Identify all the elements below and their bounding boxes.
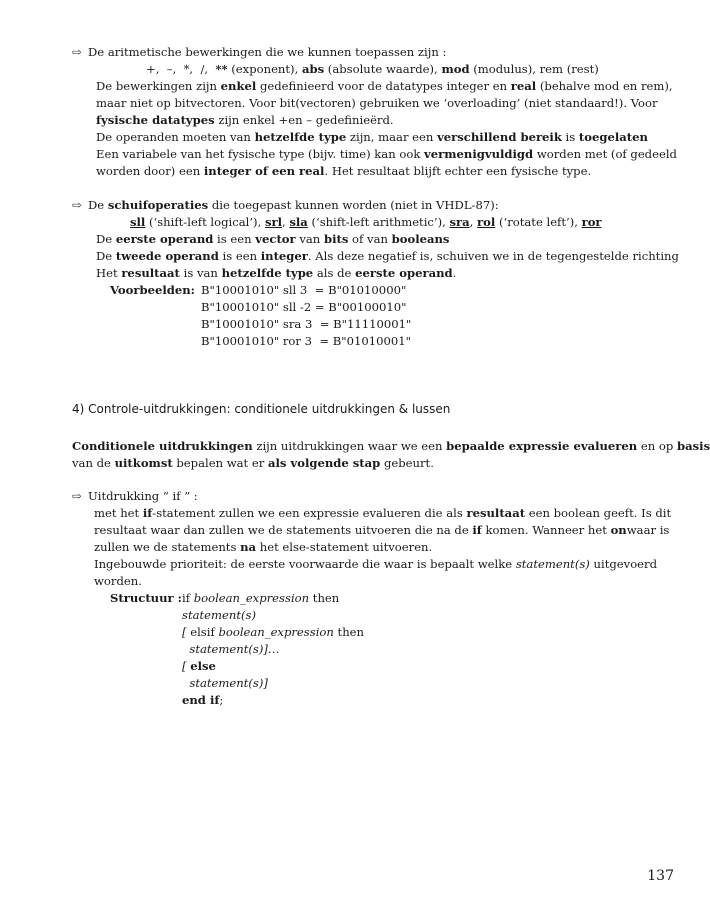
structure-line — [182, 658, 364, 675]
text-run: (exponent), — [227, 62, 302, 76]
text-run: hetzelfde type — [221, 266, 314, 280]
shift-examples — [72, 282, 652, 350]
text-run: (‘shift-left logical’), — [145, 215, 265, 229]
text-run: met het — [94, 506, 143, 520]
control-section — [72, 401, 710, 472]
examples-label: Voorbeelden: — [110, 283, 195, 297]
text-run: rol — [477, 215, 496, 229]
text-run: Ingebouwde prioriteit: de eerste voorwaarde die waar is bepaalt welke — [94, 557, 516, 571]
examples-list — [201, 282, 411, 350]
text-line — [96, 146, 677, 163]
text-run: bepalen wat er — [172, 456, 268, 470]
text-line — [96, 163, 652, 180]
text-line — [96, 231, 652, 248]
text-run: sll — [130, 215, 146, 229]
text-run: (behalve mod en rem), — [536, 79, 673, 93]
text-run: resultaat — [121, 266, 180, 280]
text-run: +, –, *, /, — [146, 62, 216, 76]
text-run: eerste operand — [355, 266, 453, 280]
text-run: het else-statement uitvoeren. — [256, 540, 433, 554]
text-line — [94, 522, 670, 539]
text-run: vermenigvuldigd — [424, 147, 534, 161]
text-run: if — [472, 523, 482, 537]
text-run: Conditionele uitdrukkingen — [72, 439, 253, 453]
text-run: then — [333, 625, 364, 639]
shift-intro — [72, 197, 652, 214]
text-run: (absolute waarde), — [324, 62, 442, 76]
text-run: De bewerkingen zijn — [96, 79, 221, 93]
text-run: De — [96, 232, 116, 246]
text-run: boolean_expression — [218, 625, 334, 639]
text-run: worden met (of gedeeld — [533, 147, 677, 161]
text-run: integer — [260, 249, 308, 263]
text-run: mod — [441, 62, 470, 76]
text-line — [94, 505, 672, 522]
text-run: zijn enkel +en – gedefinieërd. — [214, 113, 394, 127]
text-run: na — [240, 540, 257, 554]
text-run: komen. Wanneer het — [481, 523, 611, 537]
text-run: van — [295, 232, 324, 246]
text-run: is een — [213, 232, 256, 246]
shift-operators — [72, 214, 652, 231]
arrow-right-icon: ⇨ — [72, 489, 82, 503]
text-line — [94, 556, 658, 573]
text-run: [ — [182, 625, 191, 639]
text-line — [96, 265, 652, 282]
text-line — [96, 78, 673, 95]
text-run: ; — [219, 693, 224, 707]
text-run: if — [182, 591, 194, 605]
text-run: zijn, maar een — [346, 130, 438, 144]
text-line — [96, 248, 679, 265]
text-run: (‘rotate left’), — [495, 215, 582, 229]
arrow-right-icon: ⇨ — [72, 198, 82, 212]
text-run: basis — [677, 439, 710, 453]
text-run: real — [510, 79, 537, 93]
if-body — [72, 505, 672, 590]
arithmetic-section — [72, 44, 677, 180]
structure-line — [182, 675, 364, 692]
text-run: sra — [449, 215, 470, 229]
text-run: , — [282, 215, 290, 229]
text-run: (‘shift-left arithmetic’), — [307, 215, 450, 229]
text-run: uitgevoerd — [589, 557, 658, 571]
if-structure — [72, 590, 652, 710]
text-run: maar niet op bitvectoren. Voor bit(vectoren) gebruiken we ‘overloading’ (niet standaard!). Voor — [96, 96, 658, 110]
arrow-right-icon: ⇨ — [72, 45, 82, 59]
text-run: toegelaten — [578, 130, 648, 144]
text-run: fysische datatypes — [96, 113, 215, 127]
text-run: schuifoperaties — [107, 198, 209, 212]
text-run: bits — [323, 232, 349, 246]
text-run: en op — [637, 439, 678, 453]
text-run: of van — [348, 232, 392, 246]
text-run: integer of een real — [203, 164, 325, 178]
text-run: then — [309, 591, 340, 605]
shift-body — [72, 231, 679, 282]
if-section — [72, 488, 672, 710]
page-number: 137 — [647, 868, 674, 884]
text-run: statement(s) — [515, 557, 590, 571]
text-run: . Het resultaat blijft echter een fysische type. — [324, 164, 592, 178]
text-run: worden door) een — [96, 164, 204, 178]
example-line: B"10001010" sll -2 = B"00100010" — [201, 300, 407, 314]
text-line — [96, 112, 652, 129]
text-run: De operanden moeten van — [96, 130, 255, 144]
structure-line — [182, 607, 364, 624]
section-heading: 4) Controle-uitdrukkingen: conditionele uitdrukkingen & lussen — [72, 402, 451, 416]
arithmetic-operators — [72, 61, 652, 78]
text-run: eerste operand — [115, 232, 214, 246]
text-run: worden. — [94, 574, 142, 588]
arithmetic-intro: ⇨ De aritmetische bewerkingen die we kunnen toepassen zijn : — [72, 45, 447, 59]
text-line — [94, 573, 652, 590]
text-run: elsif — [190, 625, 219, 639]
text-run: Het — [96, 266, 122, 280]
control-paragraph — [72, 438, 710, 472]
text-run: vector — [255, 232, 296, 246]
text-run: zijn uitdrukkingen waar we een — [252, 439, 447, 453]
structure-code — [182, 590, 364, 709]
if-intro: ⇨ Uitdrukking “ if ” : — [72, 489, 198, 503]
text-run: bepaalde expressie evalueren — [446, 439, 638, 453]
structure-line — [182, 641, 364, 658]
text-run: . — [452, 266, 457, 280]
text-run: enkel — [220, 79, 257, 93]
shift-section — [72, 197, 679, 350]
structure-line — [182, 624, 364, 641]
text-run: . Als deze negatief is, schuiven we in de tegengestelde richting — [307, 249, 679, 263]
text-run: on — [610, 523, 627, 537]
text-run: Een variabele van het fysische type (bijv. time) kan ook — [96, 147, 425, 161]
text-run: end if — [182, 693, 220, 707]
text-run: die toegepast kunnen worden (niet in VHDL-87): — [208, 198, 499, 212]
text-run: resultaat — [466, 506, 526, 520]
text-run: tweede operand — [115, 249, 219, 263]
example-line: B"10001010" sll 3 = B"01010000" — [201, 283, 407, 297]
text-run: gebeurt. — [380, 456, 434, 470]
text-run: resultaat waar dan zullen we de statements uitvoeren die na de — [94, 523, 473, 537]
text-run: sla — [289, 215, 308, 229]
text-run: een boolean geeft. Is dit — [525, 506, 672, 520]
text-run: is — [561, 130, 579, 144]
example-line: B"10001010" ror 3 = B"01010001" — [201, 334, 411, 348]
text-run: (modulus), rem (rest) — [469, 62, 599, 76]
text-run: waar is — [626, 523, 670, 537]
text-run: hetzelfde type — [254, 130, 347, 144]
text-run: is van — [179, 266, 222, 280]
text-run: statement(s) — [182, 608, 257, 622]
text-run: De — [96, 249, 116, 263]
text-run: zullen we de statements — [94, 540, 241, 554]
text-line — [96, 95, 658, 112]
text-line — [72, 438, 710, 455]
text-run: gedefinieerd voor de datatypes integer en — [256, 79, 511, 93]
text-run: De — [88, 198, 108, 212]
text-run: ror — [581, 215, 602, 229]
text-run: boolean_expression — [193, 591, 310, 605]
text-run: [ — [182, 659, 191, 673]
structure-line — [182, 590, 364, 607]
text-run: statement(s)]… — [182, 642, 280, 656]
text-run: abs — [301, 62, 325, 76]
example-line: B"10001010" sra 3 = B"11110001" — [201, 317, 412, 331]
text-run: verschillend bereik — [437, 130, 562, 144]
text-run: statement(s)] — [182, 676, 268, 690]
text-run: , — [469, 215, 478, 229]
text-run: is een — [218, 249, 261, 263]
structure-label: Structuur : — [110, 591, 182, 605]
text-run: srl — [264, 215, 282, 229]
text-line — [96, 129, 652, 146]
text-run: uitkomst — [114, 456, 173, 470]
text-run: else — [190, 659, 216, 673]
text-run: als de — [313, 266, 356, 280]
text-run: ** — [215, 62, 228, 76]
text-run: booleans — [391, 232, 450, 246]
text-run: if — [142, 506, 153, 520]
text-run: -statement zullen we een expressie evalueren die als — [152, 506, 467, 520]
text-run: van de — [72, 456, 115, 470]
text-run: als volgende stap — [268, 456, 381, 470]
text-line — [72, 455, 652, 472]
structure-line — [182, 692, 364, 709]
text-line — [94, 539, 652, 556]
arithmetic-body — [72, 78, 677, 180]
